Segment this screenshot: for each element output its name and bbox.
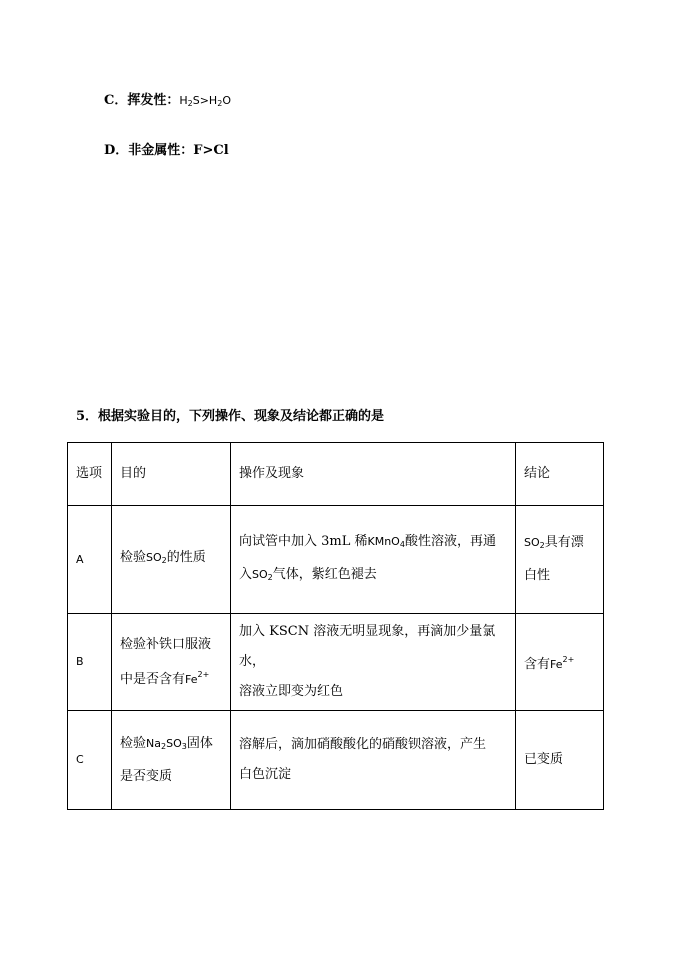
option-d (104, 139, 229, 158)
row-b-conclusion: 含有$Fe^{2+}$ (516, 614, 604, 711)
option-d-prefix: D．非金属性： (104, 143, 194, 158)
answer-table (67, 442, 604, 810)
header-operation: 操作及现象 (231, 443, 516, 506)
table-row (68, 711, 604, 810)
option-c (104, 89, 231, 108)
row-c-purpose: 检验$Na_2SO_3$固体 是否变质 (112, 711, 231, 810)
row-a-conclusion: $SO_2$具有漂 白性 (516, 506, 604, 614)
header-option: 选项 (68, 443, 112, 506)
row-a-operation: 向试管中加入 3mL 稀KMnO$_4$酸性溶液，再通 入$SO_2$气体，紫红色褪去 (231, 506, 516, 614)
row-b-option: B (68, 614, 112, 711)
row-c-conclusion: 已变质 (516, 711, 604, 810)
table-header-row (68, 443, 604, 506)
table-row (68, 614, 604, 711)
option-c-prefix: C．挥发性： (104, 93, 180, 108)
option-d-formula: F>Cl (193, 143, 229, 158)
row-c-option: C (68, 711, 112, 810)
row-a-option: A (68, 506, 112, 614)
row-c-operation: 溶解后，滴加硝酸酸化的硝酸钡溶液，产生 白色沉淀 (231, 711, 516, 810)
header-conclusion: 结论 (516, 443, 604, 506)
table-row (68, 506, 604, 614)
row-b-operation: 加入 KSCN 溶液无明显现象，再滴加少量氯水， 溶液立即变为红色 (231, 614, 516, 711)
row-a-purpose: 检验$SO_2$的性质 (112, 506, 231, 614)
header-purpose: 目的 (112, 443, 231, 506)
row-b-purpose: 检验补铁口服液 中是否含有$Fe^{2+}$ (112, 614, 231, 711)
question-5: 5．根据实验目的，下列操作、现象及结论都正确的是 (76, 409, 385, 424)
option-c-formula: $H_2S>H_2O$ (179, 94, 231, 108)
